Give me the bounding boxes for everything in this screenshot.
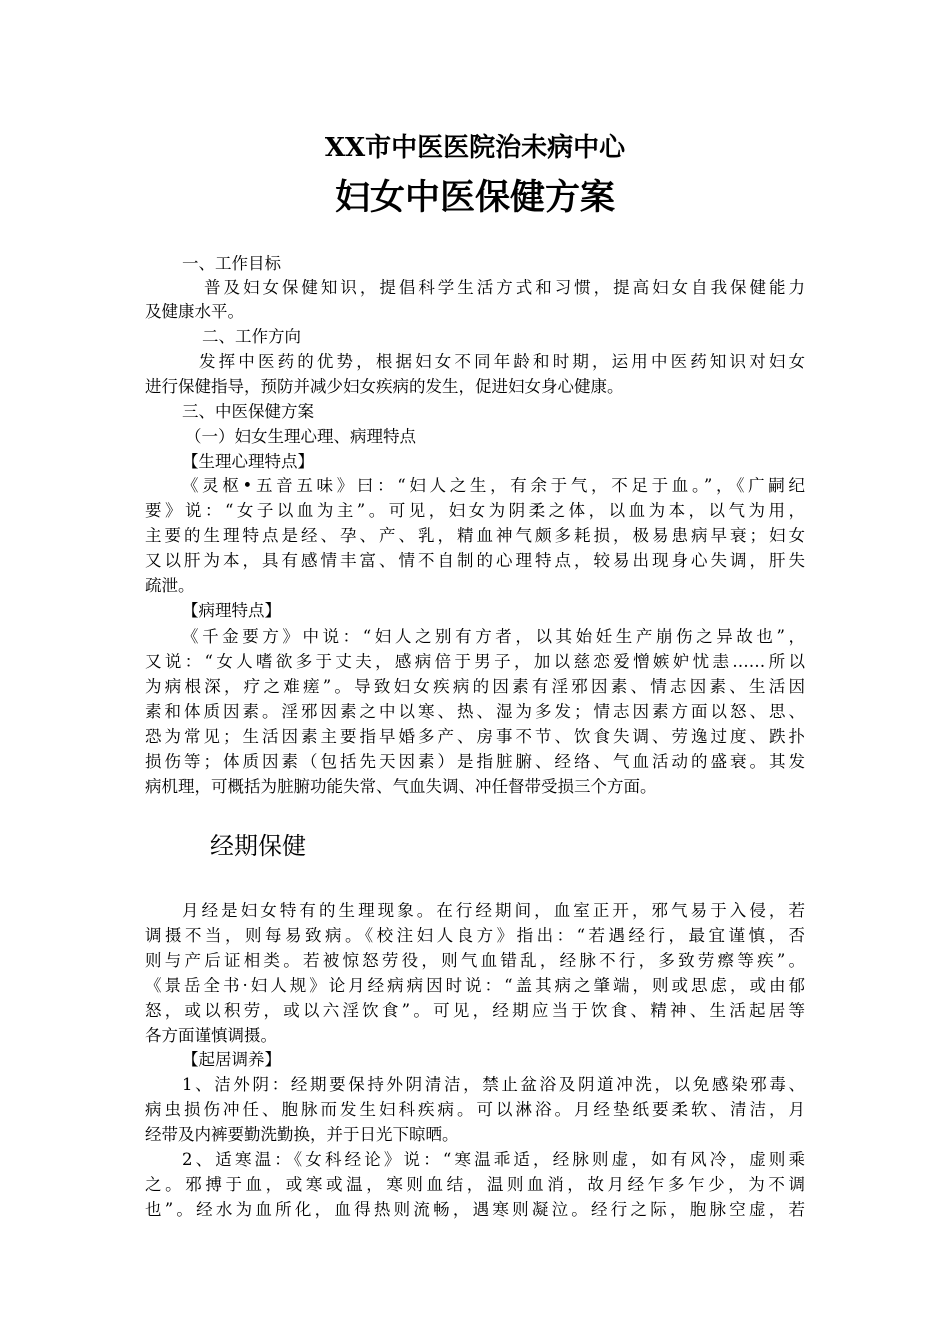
paragraph-line: 怒，或以积劳，或以六淫饮食”。可见，经期应当于饮食、精神、生活起居等	[145, 1001, 805, 1020]
section-heading-period-care: 经期保健	[210, 832, 306, 860]
paragraph-line: 为病根深，疗之难瘥”。导致妇女疾病的因素有淫邪因素、情志因素、生活因	[145, 677, 805, 696]
subsection-heading: （一）妇女生理心理、病理特点	[185, 427, 416, 446]
tag-heading: 【起居调养】	[182, 1050, 281, 1069]
paragraph-line: 又说：“女人嗜欲多于丈夫，感病倍于男子，加以慈恋爱憎嫉妒忧恚……所以	[145, 652, 805, 671]
paragraph-line: 普及妇女保健知识，提倡科学生活方式和习惯，提高妇女自我保健能力	[204, 278, 805, 297]
paragraph-line: 及健康水平。	[145, 302, 244, 321]
paragraph-line: 素和体质因素。淫邪因素之中以寒、热、湿为多发；情志因素方面以怒、思、	[145, 702, 805, 721]
tag-heading: 【生理心理特点】	[182, 452, 314, 471]
paragraph-line: 又以肝为本，具有感情丰富、情不自制的心理特点，较易出现身心失调，肝失	[145, 551, 805, 570]
paragraph-line: 也”。经水为血所化，血得热则流畅，遇寒则凝泣。经行之际，胞脉空虚，若	[145, 1200, 805, 1219]
paragraph-line: 月经是妇女特有的生理现象。在行经期间，血室正开，邪气易于入侵，若	[182, 901, 805, 920]
paragraph-line: 损伤等；体质因素（包括先天因素）是指脏腑、经络、气血活动的盛衰。其发	[145, 752, 805, 771]
paragraph-line: 主要的生理特点是经、孕、产、乳，精血神气颇多耗损，极易患病早衰；妇女	[145, 526, 805, 545]
paragraph-line: 2、适寒温：《女科经论》说：“寒温乖适，经脉则虚，如有风冷，虚则乘	[182, 1150, 805, 1169]
paragraph-line: 1、洁外阴：经期要保持外阴清洁，禁止盆浴及阴道冲洗，以免感染邪毒、	[182, 1075, 805, 1094]
paragraph-line: 各方面谨慎调摄。	[145, 1026, 277, 1045]
paragraph-line: 疏泄。	[145, 576, 195, 595]
paragraph-line: 要》说：“女子以血为主”。可见，妇女为阴柔之体，以血为本，以气为用，	[145, 501, 805, 520]
paragraph-line: 经带及内裤要勤洗勤换，并于日光下晾晒。	[145, 1125, 459, 1144]
paragraph-line: 之。邪搏于血，或寒或温，寒则血结，温则血消，故月经乍多乍少，为不调	[145, 1175, 805, 1194]
section-heading-goal: 一、工作目标	[182, 254, 281, 273]
section-heading-plan: 三、中医保健方案	[182, 402, 314, 421]
paragraph-line: 《景岳全书·妇人规》论月经病病因时说：“盖其病之肇端，则或思虑，或由郁	[145, 976, 805, 995]
section-heading-direction: 二、工作方向	[202, 327, 301, 346]
org-title: XX市中医医院治未病中心	[324, 133, 626, 163]
paragraph-line: 病机理，可概括为脏腑功能失常、气血失调、冲任督带受损三个方面。	[145, 777, 657, 796]
tag-heading: 【病理特点】	[182, 601, 281, 620]
paragraph-line: 进行保健指导，预防并减少妇女疾病的发生，促进妇女身心健康。	[145, 377, 624, 396]
paragraph-line: 病虫损伤冲任、胞脉而发生妇科疾病。可以淋浴。月经垫纸要柔软、清洁，月	[145, 1100, 805, 1119]
paragraph-line: 《灵枢•五音五味》曰：“妇人之生，有余于气，不足于血。”，《广嗣纪	[182, 476, 805, 495]
paragraph-line: 发挥中医药的优势，根据妇女不同年龄和时期，运用中医药知识对妇女	[199, 352, 805, 371]
paragraph-line: 则与产后证相类。若被惊怒劳役，则气血错乱，经脉不行，多致劳瘵等疾”。	[145, 951, 805, 970]
doc-title: 妇女中医保健方案	[334, 177, 615, 218]
paragraph-line: 恐为常见；生活因素主要指早婚多产、房事不节、饮食失调、劳逸过度、跌扑	[145, 727, 805, 746]
paragraph-line: 《千金要方》中说：“妇人之别有方者，以其始妊生产崩伤之异故也”，	[182, 627, 805, 646]
paragraph-line: 调摄不当，则每易致病。《校注妇人良方》指出：“若遇经行，最宜谨慎，否	[145, 926, 805, 945]
